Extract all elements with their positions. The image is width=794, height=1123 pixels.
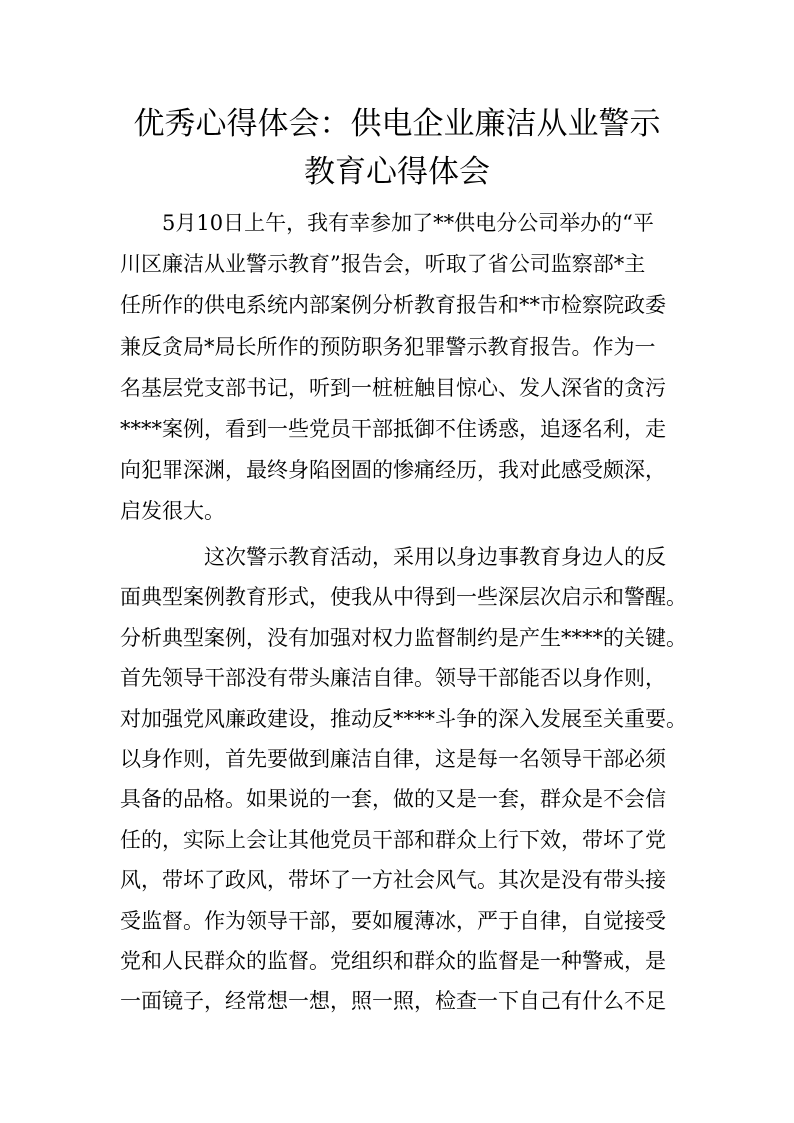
paragraph-line: 党和人民群众的监督。党组织和群众的监督是一种警戒，是 xyxy=(120,949,666,974)
paragraph-line: 面典型案例教育形式，使我从中得到一些深层次启示和警醒。 xyxy=(120,585,687,610)
paragraph-line: 首先领导干部没有带头廉洁自律。领导干部能否以身作则， xyxy=(120,666,666,691)
paragraph-line: 启发很大。 xyxy=(120,499,225,524)
paragraph-line: 川区廉洁从业警示教育”报告会，听取了省公司监察部*主 xyxy=(120,252,646,277)
paragraph-line: 以身作则，首先要做到廉洁自律，这是每一名领导干部必须 xyxy=(120,747,666,772)
document-title xyxy=(100,100,694,196)
title-line-1: 优秀心得体会：供电企业廉洁从业警示 xyxy=(133,106,661,142)
paragraph-line: 这次警示教育活动，采用以身边事教育身边人的反 xyxy=(120,545,666,569)
paragraph-line: 风，带坏了政风，带坏了一方社会风气。其次是没有带头接 xyxy=(120,868,666,893)
paragraph-2 xyxy=(120,537,687,1022)
paragraph-line: 向犯罪深渊，最终身陷囹圄的惨痛经历，我对此感受颇深， xyxy=(120,458,666,483)
paragraph-1 xyxy=(120,203,680,533)
paragraph-line: 名基层党支部书记，听到一桩桩触目惊心、发人深省的贪污 xyxy=(120,375,666,400)
paragraph-line: 对加强党风廉政建设，推动反****斗争的深入发展至关重要。 xyxy=(120,706,687,731)
paragraph-line: 任的，实际上会让其他党员干部和群众上行下效，带坏了党 xyxy=(120,827,666,852)
paragraph-line: 受监督。作为领导干部，要如履薄冰，严于自律，自觉接受 xyxy=(120,908,666,933)
paragraph-line: 具备的品格。如果说的一套，做的又是一套，群众是不会信 xyxy=(120,787,666,812)
paragraph-line: 分析典型案例，没有加强对权力监督制约是产生****的关键。 xyxy=(120,625,687,650)
paragraph-line: 任所作的供电系统内部案例分析教育报告和**市检察院政委 xyxy=(120,293,666,318)
paragraph-line: ****案例，看到一些党员干部抵御不住诱惑，追逐名利，走 xyxy=(120,417,666,442)
paragraph-line: 一面镜子，经常想一想，照一照，检查一下自己有什么不足 xyxy=(120,989,666,1014)
paragraph-line: 5月10日上午，我有幸参加了**供电分公司举办的“平 xyxy=(120,211,654,235)
title-line-2: 教育心得体会 xyxy=(304,154,490,190)
paragraph-line: 兼反贪局*局长所作的预防职务犯罪警示教育报告。作为一 xyxy=(120,334,656,359)
